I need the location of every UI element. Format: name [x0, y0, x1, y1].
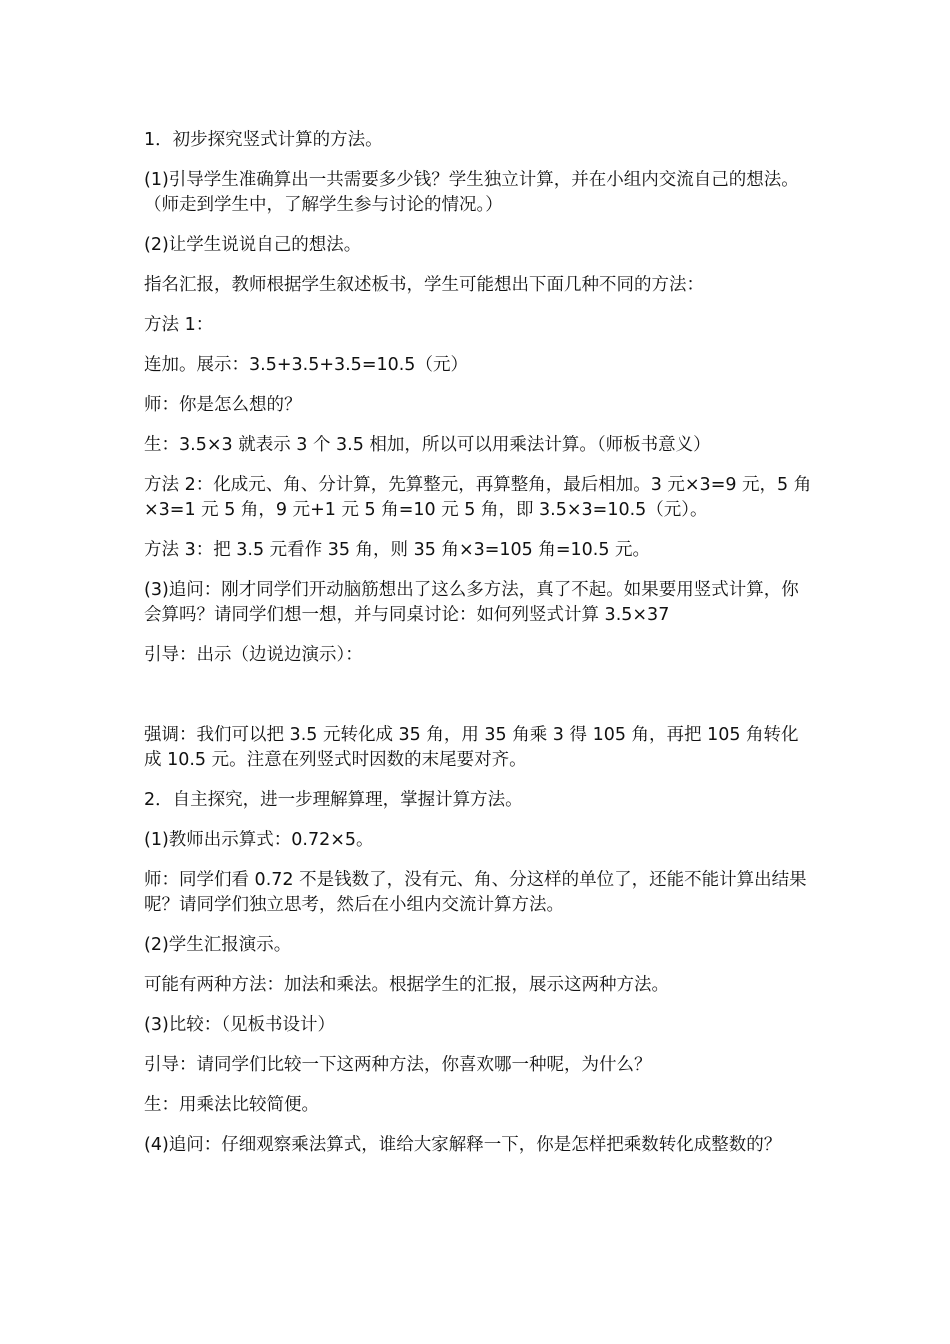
blank-space	[144, 683, 816, 723]
paragraph-teacher-prompt: 师：同学们看 0.72 不是钱数了，没有元、角、分这样的单位了，还能不能计算出结果呢？请同学们独立思考，然后在小组内交流计算方法。	[144, 870, 807, 915]
method-3-paragraph: 方法 3：把 3.5 元看作 35 角，则 35 角×3=105 角=10.5 元。	[144, 540, 651, 560]
paragraph-guide-calc: (1)引导学生准确算出一共需要多少钱？学生独立计算，并在小组内交流自己的想法。（师走到学生中，了解学生参与讨论的情况。）	[144, 170, 799, 215]
paragraph-follow-up-2: (4)追问：仔细观察乘法算式，谁给大家解释一下，你是怎样把乘数转化成整数的？	[144, 1135, 782, 1155]
paragraph-two-methods: 可能有两种方法：加法和乘法。根据学生的汇报，展示这两种方法。	[144, 975, 669, 995]
paragraph-student-answer: 生：3.5×3 就表示 3 个 3.5 相加，所以可以用乘法计算。（师板书意义）	[144, 435, 711, 455]
paragraph-show-formula: (1)教师出示算式：0.72×5。	[144, 830, 374, 850]
heading-1: 1．初步探究竖式计算的方法。	[144, 130, 383, 150]
paragraph-guide-compare: 引导：请同学们比较一下这两种方法，你喜欢哪一种呢，为什么？	[144, 1055, 652, 1075]
method-1-label: 方法 1：	[144, 315, 214, 335]
paragraph-compare: (3)比较：（见板书设计）	[144, 1015, 336, 1035]
paragraph-follow-up: (3)追问：刚才同学们开动脑筋想出了这么多方法，真了不起。如果要用竖式计算，你会算吗？请同学们想一想，并与同桌讨论：如何列竖式计算 3.5×37	[144, 580, 799, 625]
method-2-paragraph: 方法 2：化成元、角、分计算，先算整元，再算整角，最后相加。3 元×3=9 元，5 角×3=1 元 5 角，9 元+1 元 5 角=10 元 5 角，即 3.5×3=10.5（元）。	[144, 475, 812, 520]
paragraph-students-share: (2)让学生说说自己的想法。	[144, 235, 362, 255]
paragraph-student-simple: 生：用乘法比较简便。	[144, 1095, 319, 1115]
document-page	[144, 128, 816, 1173]
paragraph-report: 指名汇报，教师根据学生叙述板书，学生可能想出下面几种不同的方法：	[144, 275, 704, 295]
paragraph-teacher-question: 师：你是怎么想的？	[144, 395, 302, 415]
heading-2: 2．自主探究，进一步理解算理，掌握计算方法。	[144, 790, 523, 810]
paragraph-guide-show: 引导：出示（边说边演示）：	[144, 645, 363, 665]
paragraph-repeated-addition: 连加。展示：3.5+3.5+3.5=10.5（元）	[144, 355, 468, 375]
paragraph-student-demo: (2)学生汇报演示。	[144, 935, 292, 955]
paragraph-emphasis: 强调：我们可以把 3.5 元转化成 35 角，用 35 角乘 3 得 105 角，再把 105 角转化成 10.5 元。注意在列竖式时因数的末尾要对齐。	[144, 725, 799, 770]
